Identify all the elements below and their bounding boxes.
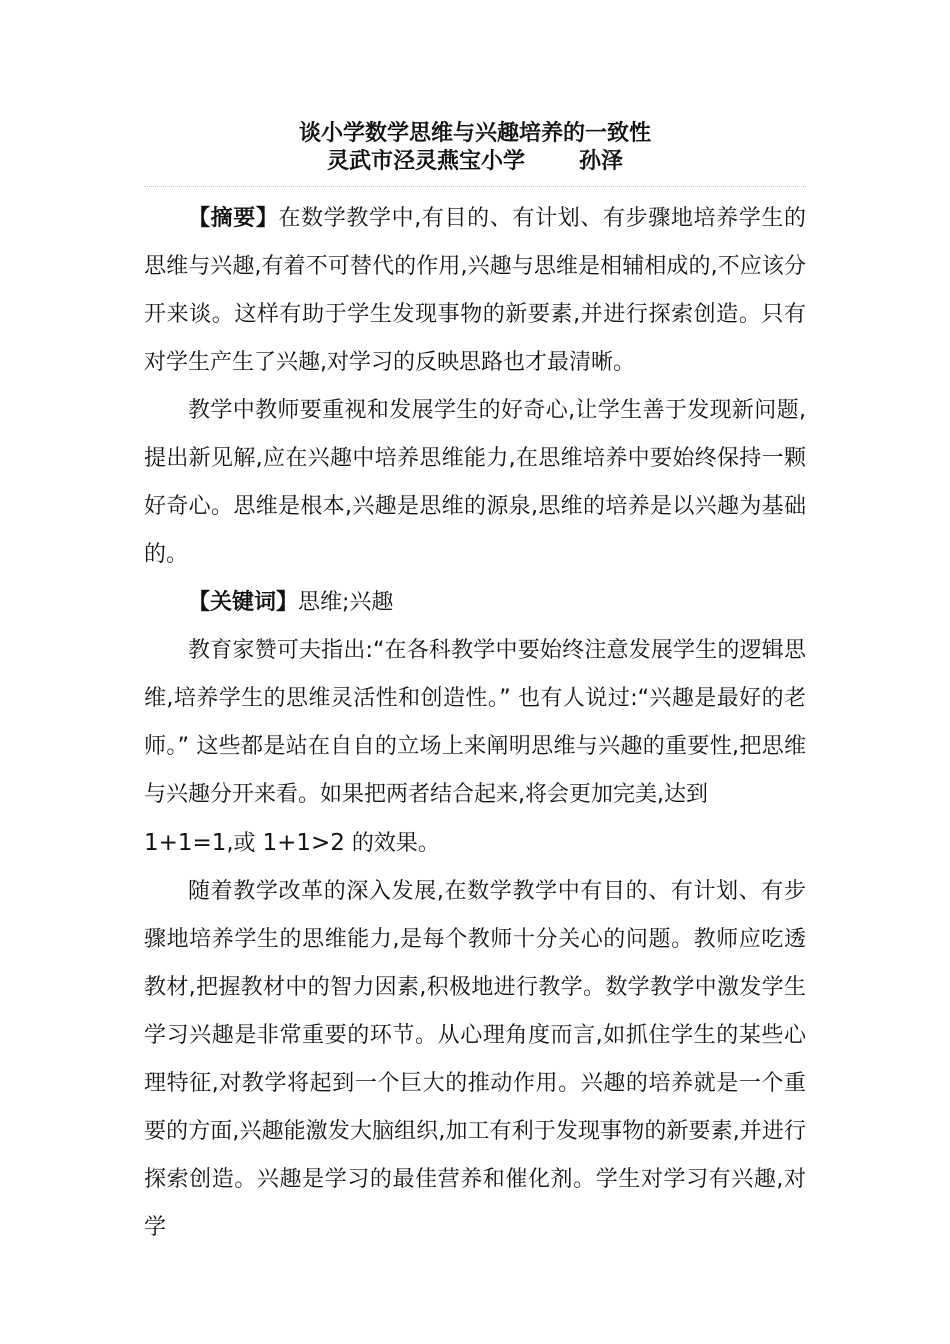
keywords-label: 【关键词】 <box>188 590 299 615</box>
equation-1: 1+1=1 <box>144 830 227 856</box>
abstract-text: 在数学教学中,有目的、有计划、有步骤地培养学生的思维与兴趣,有着不可替代的作用,兴趣与思维是相辅相成的,不应该分开来谈。这样有助于学生发现事物的新要素,并进行探索创造。只有对学生产生了兴趣,对学习的反映思路也才最清晰。 <box>144 206 806 375</box>
school-name: 灵武市泾灵燕宝小学 <box>326 149 525 174</box>
paragraph-4-mid: ,或 <box>226 831 263 856</box>
equation-2: 1+1>2 <box>262 830 345 856</box>
paragraph-5: 随着教学改革的深入发展,在数学教学中有目的、有计划、有步骤地培养学生的思维能力,是每个教师十分关心的问题。教师应吃透教材,把握教材中的智力因素,积极地进行教学。数学教学中激发学生学习兴趣是非常重要的环节。从心理角度而言,如抓住学生的某些心理特征,对教学将起到一个巨大的推动作用。兴趣的培养就是一个重要的方面,兴趣能激发大脑组织,加工有利于发现事物的新要素,并进行探索创造。兴趣是学习的最佳营养和催化剂。学生对学习有兴趣,对学 <box>144 879 806 1240</box>
author-line <box>144 148 806 176</box>
document-body <box>144 195 806 1252</box>
author-name: 孙泽 <box>579 149 624 174</box>
title-block <box>144 120 806 176</box>
paragraph-4-text: 教育家赞可夫指出:“在各科教学中要始终注意发展学生的逻辑思维,培养学生的思维灵活性和创造性。” 也有人说过:“兴趣是最好的老师。” 这些都是站在自自的立场上来阐明思维与兴趣的重要性,把思维与兴趣分开来看。如果把两者结合起来,将会更加完美,达到 <box>144 638 806 807</box>
document-title: 谈小学数学思维与兴趣培养的一致性 <box>298 121 651 146</box>
keywords-text: 思维;兴趣 <box>298 590 394 615</box>
keywords-paragraph <box>144 579 806 627</box>
paragraph-2: 教学中教师要重视和发展学生的好奇心,让学生善于发现新问题,提出新见解,应在兴趣中培养思维能力,在思维培养中要始终保持一颗好奇心。思维是根本,兴趣是思维的源泉,思维的培养是以兴趣为基础的。 <box>144 398 806 567</box>
title-divider <box>144 186 806 187</box>
abstract-label: 【摘要】 <box>188 206 279 231</box>
paragraph-4-end: 的效果。 <box>344 831 440 856</box>
abstract-paragraph <box>144 195 806 387</box>
paragraph-4 <box>144 627 806 868</box>
